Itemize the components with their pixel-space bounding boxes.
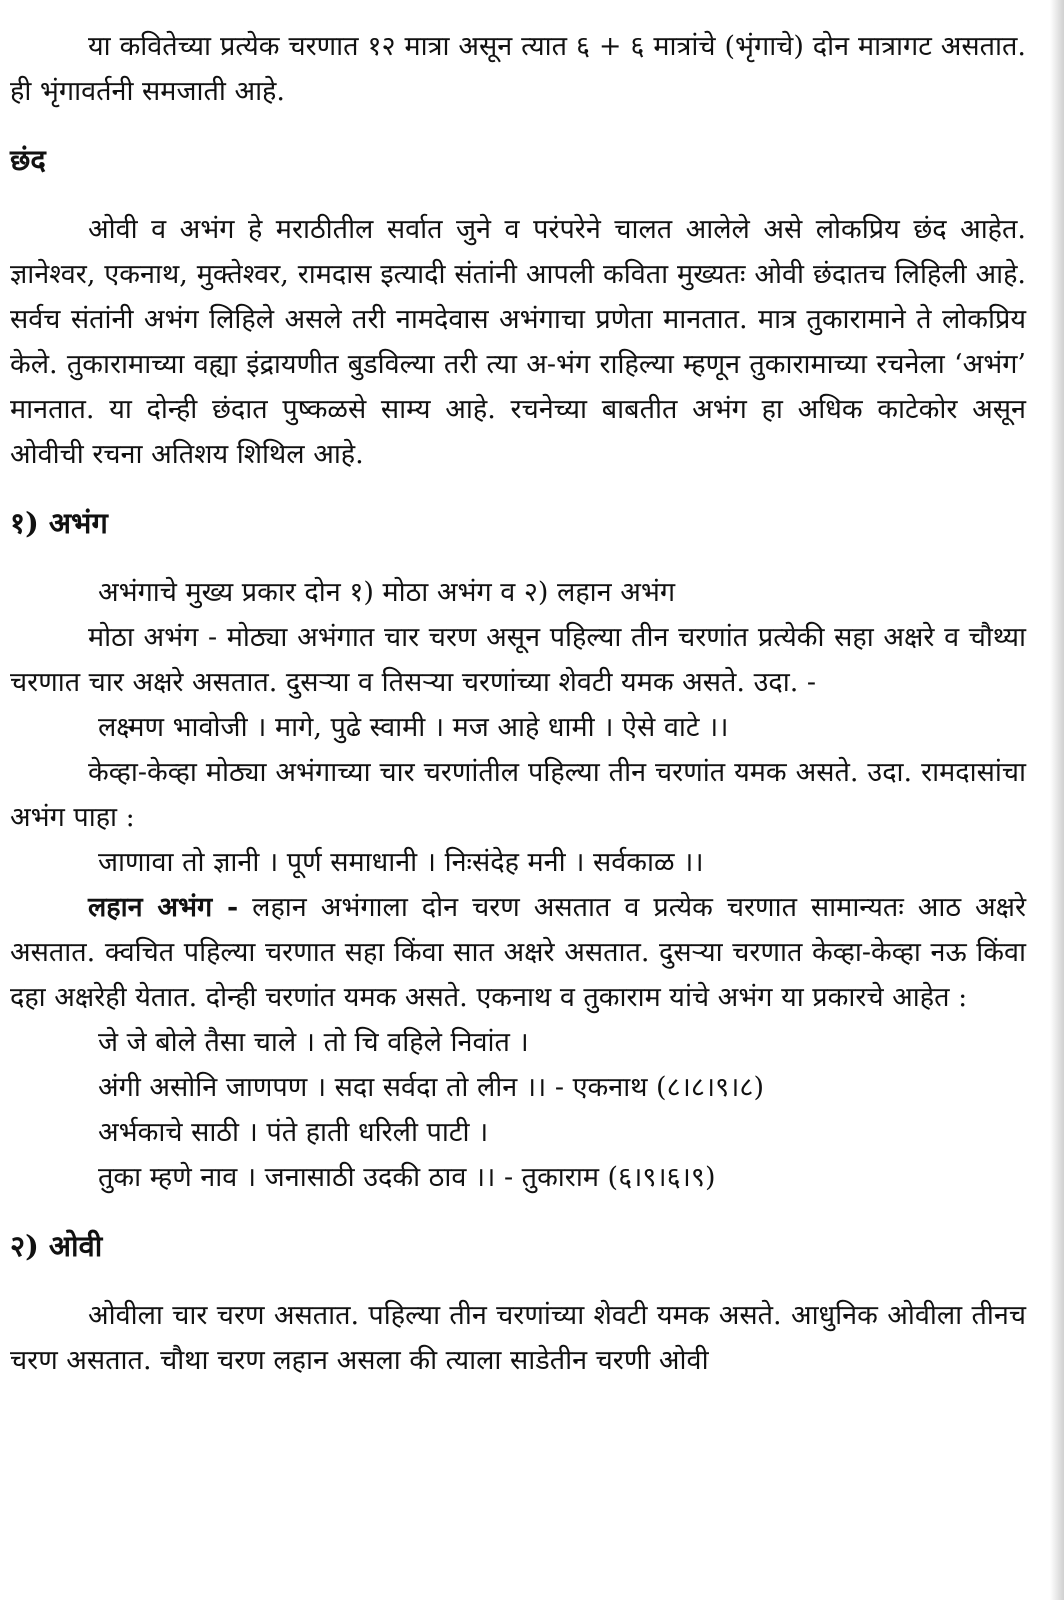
motha-abhang-paragraph: मोठा अभंग - मोठ्या अभंगात चार चरण असून पहिल्या तीन चरणांत प्रत्येकी सहा अक्षरे व चौथ्या चरणात चार अक्षरे असतात. दुसऱ्या व तिसऱ्या चरणांच्या शेवटी यमक असते. उदा. - xyxy=(10,622,1026,698)
ovi-paragraph: ओवीला चार चरण असतात. पहिल्या तीन चरणांच्या शेवटी यमक असते. आधुनिक ओवीला तीनच चरण असतात. चौथा चरण लहान असला की त्याला साडेतीन चरणी ओवी xyxy=(10,1300,1026,1376)
chhand-paragraph: ओवी व अभंग हे मराठीतील सर्वात जुने व परंपरेने चालत आलेले असे लोकप्रिय छंद आहेत. ज्ञानेश्वर, एकनाथ, मुक्तेश्वर, रामदास इत्यादी संतांनी आपली कविता मुख्यतः ओवी छंदातच लिहिली आहे. सर्वच संतांनी अभंग लिहिले असले तरी नामदेवास अभंगाचा प्रणेता मानतात. मात्र तुकारामाने ते लोकप्रिय केले. तुकारामाच्या वह्या इंद्रायणीत बुडविल्या तरी त्या अ-भंग राहिल्या म्हणून तुकारामाच्या रचनेला ‘अभंग’ मानतात. या दोन्ही छंदात पुष्कळसे साम्य आहे. रचनेच्या बाबतीत अभंग हा अधिक काटेकोर असून ओवीची रचना अतिशय शिथिल आहे. xyxy=(10,214,1026,470)
verse-line: अर्भकाचे साठी । पंते हाती धरिली पाटी । xyxy=(98,1117,489,1148)
lahan-abhang-paragraph xyxy=(10,885,1026,1020)
kevha-kevha-paragraph: केव्हा-केव्हा मोठ्या अभंगाच्या चार चरणांतील पहिल्या तीन चरणांत यमक असते. उदा. रामदासांचा अभंग पाहा : xyxy=(10,757,1026,833)
verse-line: अंगी असोनि जाणपण । सदा सर्वदा तो लीन ।। - एकनाथ (८।८।९।८) xyxy=(98,1072,764,1103)
abhang-types-line: अभंगाचे मुख्य प्रकार दोन १) मोठा अभंग व २) लहान अभंग xyxy=(98,577,676,608)
section-heading-chhand: छंद xyxy=(10,143,46,177)
lahan-abhang-label: लहान अभंग - xyxy=(88,892,239,923)
verse-line: जे जे बोले तैसा चाले । तो चि वहिले निवांत । xyxy=(98,1027,529,1058)
section-heading-abhang: १) अभंग xyxy=(10,506,108,540)
intro-paragraph: या कवितेच्या प्रत्येक चरणात १२ मात्रा असून त्यात ६ + ६ मात्रांचे (भृंगाचे) दोन मात्रागट असतात. ही भृंगावर्तनी समजाती आहे. xyxy=(10,31,1026,107)
verse-line: तुका म्हणे नाव । जनासाठी उदकी ठाव ।। - तुकाराम (६।९।६।९) xyxy=(98,1162,716,1193)
motha-abhang-example: लक्ष्मण भावोजी । मागे, पुढे स्वामी । मज आहे धामी । ऐसे वाटे ।। xyxy=(98,712,729,743)
ramdas-abhang-example: जाणावा तो ज्ञानी । पूर्ण समाधानी । निःसंदेह मनी । सर्वकाळ ।। xyxy=(98,847,704,878)
page-edge-shadow xyxy=(1050,0,1064,1600)
section-heading-ovi: २) ओवी xyxy=(10,1229,103,1263)
lahan-abhang-text: लहान अभंगाला दोन चरण असतात व प्रत्येक चरणात सामान्यतः आठ अक्षरे असतात. क्वचित पहिल्या चरणात सहा किंवा सात अक्षरे असतात. दुसऱ्या चरणात केव्हा-केव्हा नऊ किंवा दहा अक्षरेही येतात. दोन्ही चरणांत यमक असते. एकनाथ व तुकाराम यांचे अभंग या प्रकारचे आहेत : xyxy=(10,892,1027,1013)
